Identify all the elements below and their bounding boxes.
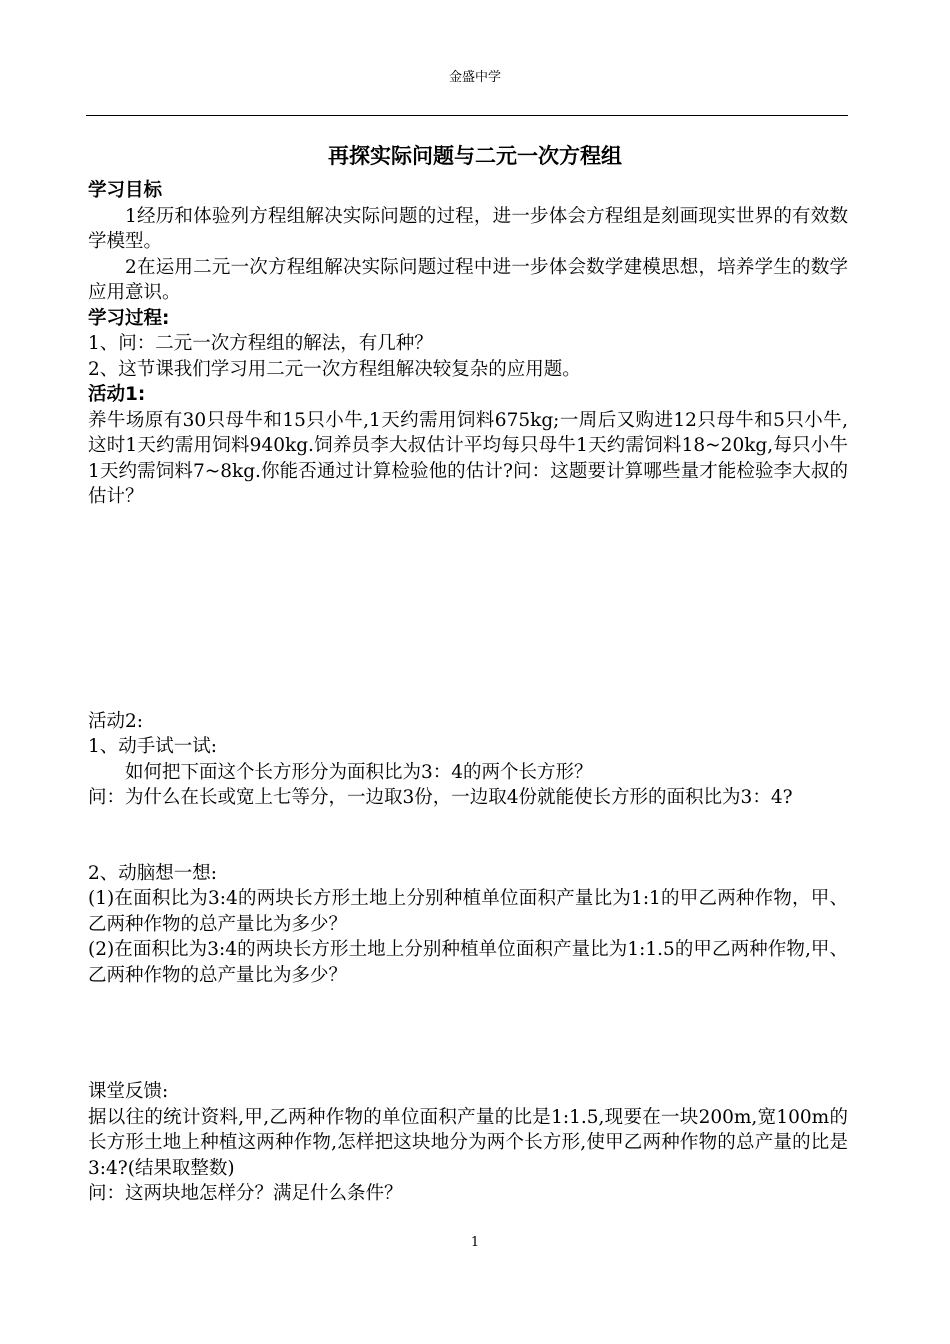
process-question-2: 2、这节课我们学习用二元一次方程组解决较复杂的应用题。 [88,358,581,380]
header-rule [86,115,848,116]
activity2-sub1: 1、动手试一试: [88,736,218,757]
objective-item-1: 1经历和体验列方程组解决实际问题的过程，进一步体会方程组是刻画现实世界的有效数学模型。 [88,205,848,252]
objective-item-2: 2在运用二元一次方程组解决实际问题过程中进一步体会数学建模思想，培养学生的数学应用意识。 [88,256,848,303]
activity2-question: 问：为什么在长或宽上七等分，一边取3份，一边取4份就能使长方形的面积比为3：4? [88,787,793,808]
answer-space [88,811,848,861]
document-body [88,178,848,1207]
activity2-problem-2: (2)在面积比为3:4的两块长方形土地上分别种植单位面积产量比为1:1.5的甲乙两种作物,甲、乙两种作物的总产量比为多少？ [88,939,848,986]
document-title: 再探实际问题与二元一次方程组 [328,144,622,168]
activity1-heading: 活动1: [88,384,146,405]
process-question-1: 1、问：二元一次方程组的解法，有几种？ [88,333,433,354]
feedback-question: 问：这两块地怎样分？满足什么条件？ [88,1183,403,1204]
activity2-problem-1: (1)在面积比为3:4的两块长方形土地上分别种植单位面积产量比为1:1的甲乙两种作物，甲、乙两种作物的总产量比为多少？ [88,888,848,935]
activity2-task: 如何把下面这个长方形分为面积比为3：4的两个长方形？ [125,761,593,783]
feedback-heading: 课堂反馈: [88,1081,169,1102]
feedback-text: 据以往的统计资料,甲,乙两种作物的单位面积产量的比是1:1.5,现要在一块200m,宽100m的长方形土地上种植这两种作物,怎样把这块地分为两个长方形,使甲乙两种作物的总产量的比是3:4?(结果取整数) [88,1106,848,1179]
activity1-text: 养牛场原有30只母牛和15只小牛,1天约需用饲料675kg;一周后又购进12只母牛和5只小牛,这时1天约需用饲料940kg.饲养员李大叔估计平均每只母牛1天约需饲料18~20kg,每只小牛1天约需饲料7~8kg.你能否通过计算检验他的估计?问：这题要计算哪些量才能检验李大叔的估计？ [88,409,848,507]
page-header: 金盛中学 [448,70,501,85]
answer-space [88,988,848,1079]
process-heading: 学习过程: [88,307,170,329]
activity2-sub2: 2、动脑想一想: [88,862,218,884]
objectives-heading: 学习目标 [88,180,163,201]
page-number: 1 [470,1235,480,1250]
activity2-heading: 活动2: [88,710,144,732]
answer-space [88,510,848,709]
